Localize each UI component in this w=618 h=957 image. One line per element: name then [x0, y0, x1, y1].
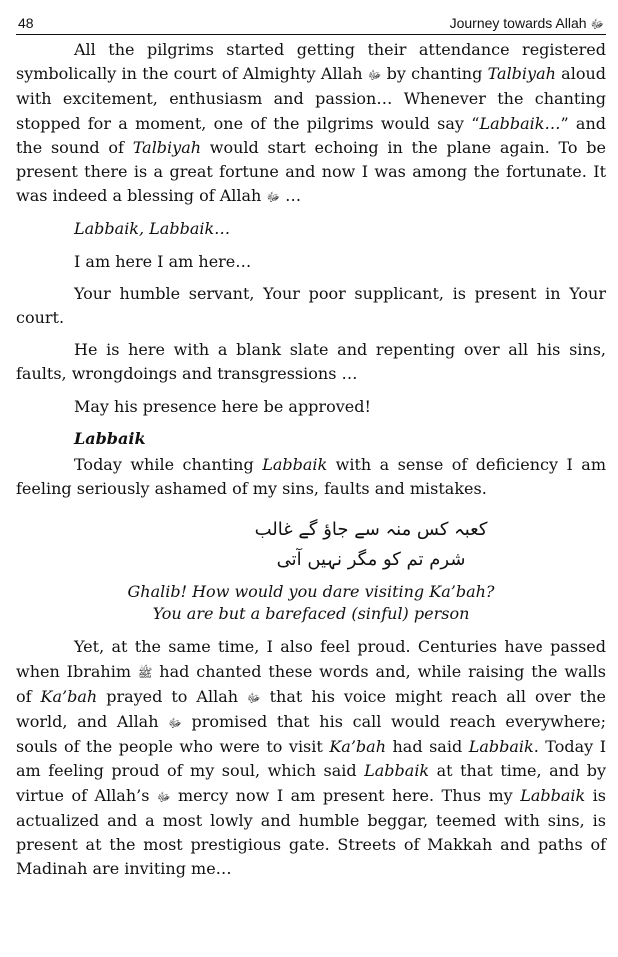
text-run: at that time, and by virtue of Allah’s	[16, 761, 606, 805]
urdu-verse-line-1: کعبہ کس منہ سے جاؤ گے غالب	[254, 519, 488, 541]
page-number: 48	[18, 15, 34, 31]
text-run: Today while chanting	[74, 455, 263, 475]
section-heading: Labbaik	[74, 428, 146, 448]
text-run: had said	[386, 737, 469, 757]
text-run: that his voice might reach all over the world, and Allah	[16, 686, 607, 732]
text-run: is actualized and a most lowly and humble beggar, teemed with sins, is present at the most prestigious gate. Streets of Makkah and paths of Madinah are inviting me…	[16, 785, 607, 879]
allah-honorific-symbol: ﷻ	[247, 690, 261, 705]
translation-line-2: You are but a barefaced (sinful) person	[152, 604, 470, 624]
italic-term: Ka’bah	[329, 737, 386, 757]
text-run: . Today I am feeling proud of my soul, which said	[16, 737, 607, 781]
translation-line-1: Ghalib! How would you dare visiting Ka’bah?	[127, 582, 495, 602]
poetry-verse	[16, 515, 606, 625]
allah-honorific-symbol: ﷻ	[156, 789, 171, 804]
italic-term: Labbaik	[364, 761, 430, 781]
text-run: promised that his call would reach everywhere; souls of the people who were to visit	[16, 712, 606, 757]
text-run: had chanted these words and, while raising the walls of	[16, 661, 607, 706]
italic-term: Labbaik	[262, 455, 328, 475]
text-run: aloud with excitement, enthusiasm and passion… Whenever the chanting stopped for a moment, one of the pilgrims would say “	[16, 64, 607, 133]
page-header	[16, 12, 606, 35]
paragraph-blank-slate: He is here with a blank slate and repenting over all his sins, faults, wrongdoings and transgressions …	[16, 340, 606, 384]
paragraph-humble-servant: Your humble servant, Your poor supplicant, is present in Your court.	[16, 283, 606, 328]
text-run: by chanting	[381, 64, 488, 84]
running-title	[450, 15, 604, 34]
italic-term: Talbiyah	[487, 64, 556, 84]
text-run: would start echoing in the plane again. To be present there is a great fortune and now I was among the fortunate. It was indeed a blessing of Allah	[16, 137, 607, 206]
text-run: …	[280, 186, 302, 206]
running-title-text: Journey towards Allah	[449, 15, 587, 31]
allah-honorific-symbol: ﷻ	[590, 17, 604, 31]
prophet-honorific-symbol: ﷺ	[137, 665, 153, 680]
italic-term: Labbaik	[520, 785, 586, 805]
paragraph-pilgrims	[16, 38, 606, 209]
paragraph-ashamed	[16, 453, 606, 501]
italic-term: Labbaik…	[479, 113, 561, 133]
body-text	[16, 38, 606, 889]
paragraph-i-am-here: I am here I am here…	[74, 251, 252, 271]
text-run: prayed to Allah	[97, 686, 248, 706]
text-run: All the pilgrims started getting their attendance registered symbolically in the court of Almighty Allah	[16, 40, 606, 84]
italic-line: Labbaik, Labbaik…	[74, 219, 231, 239]
italic-term: Talbiyah	[132, 137, 202, 157]
urdu-couplet	[16, 515, 606, 575]
allah-honorific-symbol: ﷻ	[266, 190, 280, 205]
text-run: ” and the sound of	[16, 113, 606, 157]
paragraph-presence-approved: May his presence here be approved!	[74, 396, 371, 416]
urdu-verse-line-2: شرم تم کو مگر نہیں آتی	[276, 549, 466, 571]
text-run: mercy now I am present here. Thus my	[170, 785, 521, 805]
text-run: with a sense of deficiency I am feeling seriously ashamed of my sins, faults and mistakes.	[16, 455, 607, 499]
paragraph-labbaik-chant	[16, 217, 606, 241]
text-run: Yet, at the same time, I also feel proud. Centuries have passed when Ibrahim	[16, 637, 606, 681]
italic-term: Ka’bah	[40, 686, 98, 706]
paragraph-proud	[16, 635, 606, 881]
allah-honorific-symbol: ﷻ	[367, 68, 382, 83]
italic-term: Labbaik	[468, 737, 534, 757]
allah-honorific-symbol: ﷻ	[168, 716, 182, 731]
